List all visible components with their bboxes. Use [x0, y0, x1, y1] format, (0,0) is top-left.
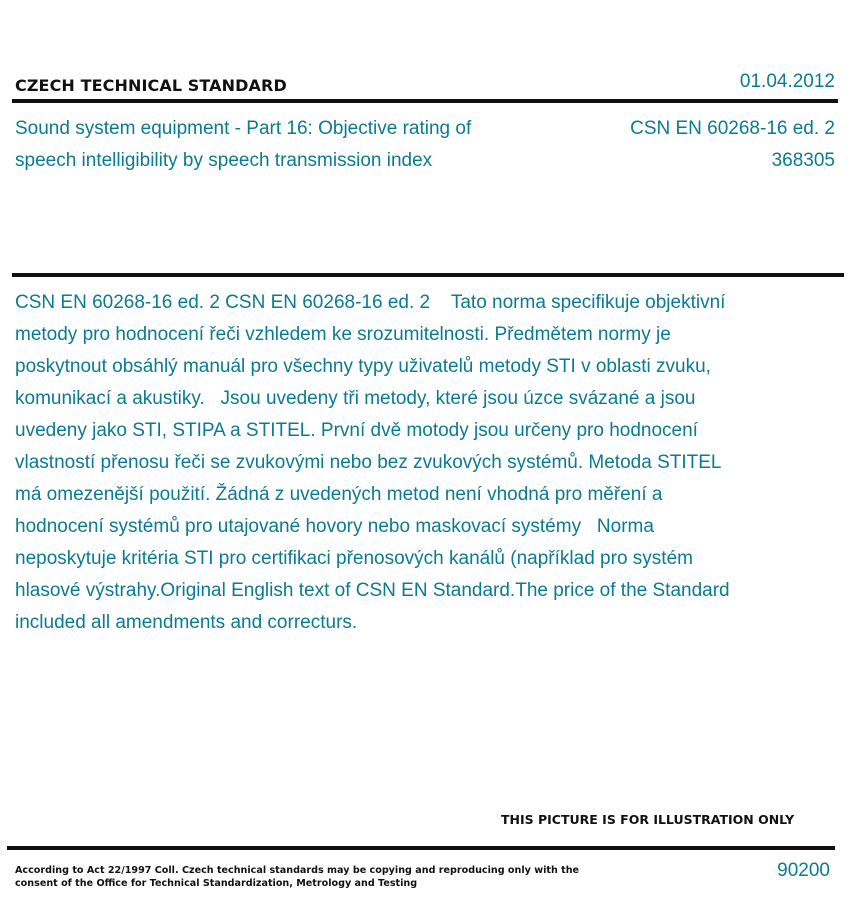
section-divider — [12, 273, 844, 277]
catalog-number: 90200 — [777, 860, 830, 881]
standard-identifier — [630, 113, 835, 177]
document-type-label: CZECH TECHNICAL STANDARD — [15, 76, 287, 95]
standard-description: CSN EN 60268-16 ed. 2 CSN EN 60268-16 ed. 2 Tato norma specifikuje objektivní metody pro hodnocení řeči vzhledem ke srozumitelnosti. Předmětem normy je poskytnout obsáhlý manuál pro všechny typy uživatelů metody STI v oblasti zvuku, komunikací a akustiky. Jsou uvedeny tři metody, které jsou úzce svázané a jsou uvedeny jako STI, STIPA a STITEL. První dvě motody jsou určeny pro hodnocení vlastností přenosu řeči se zvukovými nebo bez zvukových systémů. Metoda STITEL má omezenější použití. Žádná z uvedených metod není vhodná pro měření a hodnocení systémů pro utajované hovory nebo maskovací systémy Norma neposkytuje kritéria STI pro certifikaci přenosových kanálů (například pro systém hlasové výstrahy.Original English text of CSN EN Standard.The price of the Standard included all amendments and correcturs. — [15, 292, 735, 633]
standard-title: Sound system equipment - Part 16: Objective rating of speech intelligibility by speech transmission index — [15, 118, 472, 171]
legal-notice: According to Act 22/1997 Coll. Czech technical standards may be copying and reproducing only with the consent of the Office for Technical Standardization, Metrology and Testing — [15, 865, 580, 889]
header-divider — [12, 99, 838, 103]
standard-code: CSN EN 60268-16 ed. 2 — [630, 118, 835, 139]
publication-date: 01.04.2012 — [739, 71, 835, 92]
standard-number: 368305 — [771, 150, 835, 171]
illustration-note: THIS PICTURE IS FOR ILLUSTRATION ONLY — [501, 812, 795, 827]
footer-divider — [7, 846, 835, 850]
